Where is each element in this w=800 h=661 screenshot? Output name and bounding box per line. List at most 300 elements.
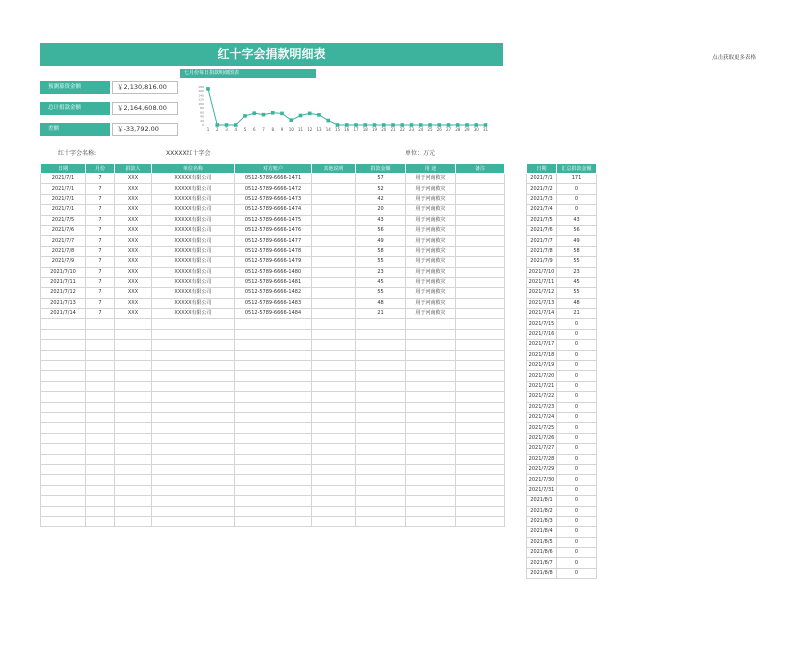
table-row[interactable]	[41, 246, 505, 256]
summary-cell[interactable]: 2021/7/15	[527, 319, 557, 329]
table-cell[interactable]	[115, 371, 152, 381]
table-cell[interactable]: XXXXX有限公司	[152, 225, 235, 235]
summary-cell[interactable]: 0	[557, 371, 597, 381]
summary-row[interactable]	[527, 527, 597, 537]
table-cell[interactable]	[356, 444, 406, 454]
summary-cell[interactable]: 2021/8/7	[527, 558, 557, 568]
summary-cell[interactable]: 2021/7/22	[527, 392, 557, 402]
table-cell[interactable]: 用于河南救灾	[406, 205, 456, 215]
kpi-forecast-value[interactable]: ￥2,130,816.00	[112, 81, 178, 94]
table-cell[interactable]	[41, 361, 86, 371]
summary-cell[interactable]: 2021/7/7	[527, 236, 557, 246]
table-cell[interactable]	[152, 506, 235, 516]
summary-row[interactable]	[527, 246, 597, 256]
table-cell[interactable]	[115, 392, 152, 402]
summary-cell[interactable]: 0	[557, 194, 597, 204]
summary-row[interactable]	[527, 225, 597, 235]
table-cell[interactable]	[312, 506, 356, 516]
table-cell[interactable]	[235, 319, 312, 329]
table-cell[interactable]	[312, 412, 356, 422]
table-cell[interactable]	[235, 402, 312, 412]
table-cell[interactable]: 2021/7/1	[41, 174, 86, 184]
table-cell[interactable]: XXXXX有限公司	[152, 215, 235, 225]
summary-row[interactable]	[527, 548, 597, 558]
summary-cell[interactable]: 0	[557, 475, 597, 485]
table-cell[interactable]	[406, 454, 456, 464]
chart-point[interactable]	[484, 123, 488, 127]
table-cell[interactable]	[456, 516, 505, 526]
summary-row[interactable]	[527, 444, 597, 454]
table-cell[interactable]	[356, 392, 406, 402]
table-cell[interactable]	[152, 485, 235, 495]
summary-cell[interactable]: 0	[557, 433, 597, 443]
table-cell[interactable]	[235, 361, 312, 371]
table-cell[interactable]	[41, 506, 86, 516]
table-cell[interactable]	[86, 329, 115, 339]
table-cell[interactable]	[41, 381, 86, 391]
table-cell[interactable]	[86, 454, 115, 464]
table-cell[interactable]	[456, 174, 505, 184]
table-cell[interactable]	[152, 516, 235, 526]
table-cell[interactable]	[115, 402, 152, 412]
table-cell[interactable]: 2021/7/9	[41, 257, 86, 267]
summary-row[interactable]	[527, 402, 597, 412]
table-row-empty[interactable]	[41, 506, 505, 516]
table-cell[interactable]: 2021/7/10	[41, 267, 86, 277]
table-cell[interactable]: 0512-5789-6666-1480	[235, 267, 312, 277]
table-cell[interactable]: XXXXX有限公司	[152, 298, 235, 308]
table-cell[interactable]	[115, 412, 152, 422]
table-cell[interactable]	[312, 257, 356, 267]
summary-cell[interactable]: 2021/8/5	[527, 537, 557, 547]
table-cell[interactable]	[356, 340, 406, 350]
table-cell[interactable]	[41, 516, 86, 526]
chart-point[interactable]	[400, 123, 404, 127]
table-cell[interactable]: 7	[86, 174, 115, 184]
table-cell[interactable]: XXXXX有限公司	[152, 205, 235, 215]
table-cell[interactable]	[312, 288, 356, 298]
table-cell[interactable]	[41, 412, 86, 422]
table-cell[interactable]	[356, 485, 406, 495]
table-cell[interactable]	[456, 246, 505, 256]
table-cell[interactable]: XXX	[115, 236, 152, 246]
table-cell[interactable]	[312, 464, 356, 474]
table-cell[interactable]: 7	[86, 267, 115, 277]
table-cell[interactable]	[356, 329, 406, 339]
table-cell[interactable]	[312, 516, 356, 526]
table-cell[interactable]	[456, 350, 505, 360]
summary-cell[interactable]: 0	[557, 340, 597, 350]
table-cell[interactable]: 用于河南救灾	[406, 236, 456, 246]
table-cell[interactable]	[115, 444, 152, 454]
summary-row[interactable]	[527, 454, 597, 464]
table-cell[interactable]: XXXXX有限公司	[152, 246, 235, 256]
table-cell[interactable]	[406, 485, 456, 495]
table-cell[interactable]: 48	[356, 298, 406, 308]
chart-point[interactable]	[456, 123, 460, 127]
table-cell[interactable]	[312, 194, 356, 204]
table-cell[interactable]: 0512-5789-6666-1476	[235, 225, 312, 235]
table-cell[interactable]: 0512-5789-6666-1481	[235, 277, 312, 287]
summary-cell[interactable]: 2021/7/12	[527, 288, 557, 298]
chart-point[interactable]	[243, 114, 247, 118]
kpi-difference-value[interactable]: ￥-33,792.00	[112, 123, 178, 136]
table-cell[interactable]	[456, 267, 505, 277]
table-cell[interactable]	[312, 246, 356, 256]
table-cell[interactable]	[41, 392, 86, 402]
summary-cell[interactable]: 23	[557, 267, 597, 277]
table-row-empty[interactable]	[41, 475, 505, 485]
summary-cell[interactable]: 0	[557, 496, 597, 506]
table-cell[interactable]	[312, 350, 356, 360]
table-cell[interactable]	[406, 371, 456, 381]
table-cell[interactable]	[115, 454, 152, 464]
summary-row[interactable]	[527, 537, 597, 547]
table-cell[interactable]	[41, 371, 86, 381]
table-row[interactable]	[41, 288, 505, 298]
table-cell[interactable]	[86, 371, 115, 381]
table-row[interactable]	[41, 184, 505, 194]
summary-cell[interactable]: 0	[557, 402, 597, 412]
table-cell[interactable]	[152, 454, 235, 464]
table-cell[interactable]	[115, 496, 152, 506]
table-row[interactable]	[41, 257, 505, 267]
table-cell[interactable]	[406, 319, 456, 329]
table-cell[interactable]	[41, 329, 86, 339]
table-cell[interactable]: 2021/7/1	[41, 194, 86, 204]
summary-cell[interactable]: 2021/7/9	[527, 257, 557, 267]
table-row-empty[interactable]	[41, 444, 505, 454]
table-cell[interactable]	[456, 329, 505, 339]
table-cell[interactable]	[456, 288, 505, 298]
summary-row[interactable]	[527, 558, 597, 568]
table-cell[interactable]	[152, 464, 235, 474]
table-cell[interactable]: 0512-5789-6666-1484	[235, 309, 312, 319]
table-cell[interactable]: 用于河南救灾	[406, 225, 456, 235]
summary-cell[interactable]: 2021/8/8	[527, 568, 557, 578]
table-cell[interactable]	[152, 371, 235, 381]
table-row-empty[interactable]	[41, 464, 505, 474]
table-cell[interactable]: XXXXX有限公司	[152, 309, 235, 319]
table-cell[interactable]	[41, 319, 86, 329]
summary-cell[interactable]: 2021/7/16	[527, 329, 557, 339]
table-cell[interactable]	[152, 381, 235, 391]
table-cell[interactable]: XXXXX有限公司	[152, 288, 235, 298]
table-cell[interactable]	[356, 454, 406, 464]
kpi-total-value[interactable]: ￥2,164,608.00	[112, 102, 178, 115]
summary-cell[interactable]: 2021/7/13	[527, 298, 557, 308]
table-row-empty[interactable]	[41, 371, 505, 381]
table-cell[interactable]	[406, 475, 456, 485]
table-cell[interactable]: XXX	[115, 246, 152, 256]
table-cell[interactable]	[406, 444, 456, 454]
table-cell[interactable]	[356, 361, 406, 371]
table-cell[interactable]	[406, 464, 456, 474]
table-cell[interactable]	[312, 205, 356, 215]
table-cell[interactable]	[312, 319, 356, 329]
table-row[interactable]	[41, 298, 505, 308]
summary-cell[interactable]: 48	[557, 298, 597, 308]
table-cell[interactable]	[115, 433, 152, 443]
summary-cell[interactable]: 0	[557, 361, 597, 371]
summary-cell[interactable]: 0	[557, 319, 597, 329]
table-cell[interactable]	[86, 412, 115, 422]
summary-cell[interactable]: 2021/8/6	[527, 548, 557, 558]
table-cell[interactable]	[86, 496, 115, 506]
summary-cell[interactable]: 0	[557, 205, 597, 215]
table-cell[interactable]	[356, 350, 406, 360]
table-cell[interactable]: 49	[356, 236, 406, 246]
table-cell[interactable]: 57	[356, 174, 406, 184]
table-cell[interactable]	[456, 340, 505, 350]
summary-cell[interactable]: 45	[557, 277, 597, 287]
summary-cell[interactable]: 2021/7/17	[527, 340, 557, 350]
table-cell[interactable]	[115, 361, 152, 371]
chart-point[interactable]	[280, 112, 284, 116]
table-cell[interactable]	[41, 485, 86, 495]
summary-cell[interactable]: 0	[557, 558, 597, 568]
summary-cell[interactable]: 2021/7/27	[527, 444, 557, 454]
table-cell[interactable]	[312, 454, 356, 464]
table-cell[interactable]	[312, 184, 356, 194]
table-row-empty[interactable]	[41, 319, 505, 329]
chart-point[interactable]	[225, 123, 229, 127]
summary-cell[interactable]: 0	[557, 329, 597, 339]
table-cell[interactable]	[456, 464, 505, 474]
table-row-empty[interactable]	[41, 381, 505, 391]
summary-row[interactable]	[527, 496, 597, 506]
summary-cell[interactable]: 0	[557, 350, 597, 360]
table-cell[interactable]	[235, 340, 312, 350]
table-cell[interactable]: 2021/7/8	[41, 246, 86, 256]
table-cell[interactable]	[406, 340, 456, 350]
table-cell[interactable]	[312, 267, 356, 277]
table-row[interactable]	[41, 205, 505, 215]
table-cell[interactable]: 用于河南救灾	[406, 267, 456, 277]
table-cell[interactable]	[235, 506, 312, 516]
chart-point[interactable]	[465, 123, 469, 127]
table-cell[interactable]	[456, 444, 505, 454]
table-cell[interactable]	[86, 402, 115, 412]
table-cell[interactable]	[312, 225, 356, 235]
table-cell[interactable]	[41, 402, 86, 412]
summary-cell[interactable]: 2021/7/3	[527, 194, 557, 204]
summary-cell[interactable]: 0	[557, 537, 597, 547]
table-cell[interactable]: XXX	[115, 215, 152, 225]
table-cell[interactable]	[235, 350, 312, 360]
chart-point[interactable]	[410, 123, 414, 127]
summary-cell[interactable]: 2021/7/21	[527, 381, 557, 391]
table-cell[interactable]	[456, 257, 505, 267]
table-cell[interactable]	[312, 423, 356, 433]
summary-cell[interactable]: 56	[557, 225, 597, 235]
table-cell[interactable]: 21	[356, 309, 406, 319]
table-cell[interactable]: 7	[86, 205, 115, 215]
table-cell[interactable]	[406, 496, 456, 506]
summary-row[interactable]	[527, 257, 597, 267]
table-cell[interactable]	[41, 423, 86, 433]
summary-cell[interactable]: 0	[557, 516, 597, 526]
chart-point[interactable]	[317, 113, 321, 117]
table-cell[interactable]	[356, 381, 406, 391]
table-cell[interactable]	[356, 319, 406, 329]
summary-cell[interactable]: 2021/7/25	[527, 423, 557, 433]
summary-cell[interactable]: 2021/7/11	[527, 277, 557, 287]
summary-row[interactable]	[527, 361, 597, 371]
chart-point[interactable]	[215, 123, 219, 127]
table-cell[interactable]	[152, 433, 235, 443]
summary-cell[interactable]: 2021/7/10	[527, 267, 557, 277]
table-cell[interactable]	[115, 475, 152, 485]
table-cell[interactable]	[235, 496, 312, 506]
table-cell[interactable]	[235, 371, 312, 381]
table-cell[interactable]	[312, 402, 356, 412]
table-cell[interactable]	[41, 444, 86, 454]
chart-point[interactable]	[262, 113, 266, 117]
summary-cell[interactable]: 21	[557, 309, 597, 319]
table-cell[interactable]: 43	[356, 215, 406, 225]
table-cell[interactable]: 2021/7/13	[41, 298, 86, 308]
table-cell[interactable]: 7	[86, 194, 115, 204]
summary-cell[interactable]: 2021/7/6	[527, 225, 557, 235]
table-cell[interactable]	[456, 225, 505, 235]
table-cell[interactable]	[41, 350, 86, 360]
table-cell[interactable]: 用于河南救灾	[406, 277, 456, 287]
table-row-empty[interactable]	[41, 516, 505, 526]
table-row-empty[interactable]	[41, 496, 505, 506]
table-cell[interactable]: XXX	[115, 225, 152, 235]
table-cell[interactable]	[406, 381, 456, 391]
table-cell[interactable]: 0512-5789-6666-1479	[235, 257, 312, 267]
summary-cell[interactable]: 2021/8/3	[527, 516, 557, 526]
table-cell[interactable]: 用于河南救灾	[406, 288, 456, 298]
table-cell[interactable]	[456, 205, 505, 215]
summary-cell[interactable]: 2021/7/2	[527, 184, 557, 194]
table-cell[interactable]	[356, 475, 406, 485]
table-row[interactable]	[41, 194, 505, 204]
table-cell[interactable]	[115, 506, 152, 516]
chart-point[interactable]	[437, 123, 441, 127]
summary-cell[interactable]: 2021/7/19	[527, 361, 557, 371]
summary-cell[interactable]: 0	[557, 412, 597, 422]
table-cell[interactable]: 7	[86, 184, 115, 194]
table-cell[interactable]	[235, 454, 312, 464]
table-cell[interactable]	[41, 464, 86, 474]
table-cell[interactable]	[406, 402, 456, 412]
table-cell[interactable]: XXX	[115, 257, 152, 267]
table-cell[interactable]: 0512-5789-6666-1482	[235, 288, 312, 298]
summary-cell[interactable]: 0	[557, 464, 597, 474]
table-cell[interactable]	[152, 340, 235, 350]
summary-cell[interactable]: 2021/7/31	[527, 485, 557, 495]
table-cell[interactable]	[312, 444, 356, 454]
table-cell[interactable]	[235, 433, 312, 443]
table-cell[interactable]	[115, 423, 152, 433]
table-cell[interactable]: 7	[86, 288, 115, 298]
table-row-empty[interactable]	[41, 433, 505, 443]
table-cell[interactable]	[235, 423, 312, 433]
table-cell[interactable]: 7	[86, 246, 115, 256]
table-cell[interactable]: 20	[356, 205, 406, 215]
table-cell[interactable]	[152, 496, 235, 506]
table-cell[interactable]	[312, 277, 356, 287]
summary-row[interactable]	[527, 423, 597, 433]
summary-row[interactable]	[527, 485, 597, 495]
table-cell[interactable]: 7	[86, 215, 115, 225]
table-cell[interactable]	[86, 433, 115, 443]
table-cell[interactable]: 55	[356, 257, 406, 267]
table-cell[interactable]	[235, 329, 312, 339]
table-cell[interactable]	[86, 506, 115, 516]
table-cell[interactable]	[312, 392, 356, 402]
table-row[interactable]	[41, 215, 505, 225]
table-cell[interactable]	[406, 506, 456, 516]
table-cell[interactable]	[456, 184, 505, 194]
table-cell[interactable]: 用于河南救灾	[406, 246, 456, 256]
chart-point[interactable]	[252, 111, 256, 115]
summary-cell[interactable]: 2021/7/20	[527, 371, 557, 381]
chart-point[interactable]	[391, 123, 395, 127]
table-cell[interactable]	[356, 412, 406, 422]
chart-point[interactable]	[336, 123, 340, 127]
table-cell[interactable]	[406, 412, 456, 422]
table-cell[interactable]	[152, 444, 235, 454]
table-cell[interactable]	[456, 433, 505, 443]
table-cell[interactable]	[456, 485, 505, 495]
table-cell[interactable]	[86, 340, 115, 350]
table-cell[interactable]	[456, 381, 505, 391]
summary-cell[interactable]: 2021/8/4	[527, 527, 557, 537]
summary-row[interactable]	[527, 340, 597, 350]
summary-cell[interactable]: 0	[557, 444, 597, 454]
chart-point[interactable]	[428, 123, 432, 127]
chart-point[interactable]	[382, 123, 386, 127]
table-cell[interactable]	[115, 350, 152, 360]
table-cell[interactable]	[312, 340, 356, 350]
table-cell[interactable]	[312, 309, 356, 319]
table-cell[interactable]: XXX	[115, 184, 152, 194]
table-cell[interactable]: XXXXX有限公司	[152, 257, 235, 267]
summary-cell[interactable]: 2021/7/18	[527, 350, 557, 360]
table-cell[interactable]	[86, 485, 115, 495]
table-row-empty[interactable]	[41, 392, 505, 402]
chart-point[interactable]	[354, 123, 358, 127]
chart-point[interactable]	[234, 123, 238, 127]
summary-cell[interactable]: 171	[557, 174, 597, 184]
summary-row[interactable]	[527, 475, 597, 485]
table-cell[interactable]	[86, 475, 115, 485]
table-cell[interactable]	[456, 298, 505, 308]
summary-row[interactable]	[527, 288, 597, 298]
table-cell[interactable]	[456, 236, 505, 246]
summary-cell[interactable]: 2021/7/4	[527, 205, 557, 215]
table-cell[interactable]	[235, 412, 312, 422]
table-cell[interactable]	[86, 464, 115, 474]
summary-cell[interactable]: 2021/7/30	[527, 475, 557, 485]
table-cell[interactable]: 7	[86, 225, 115, 235]
table-cell[interactable]	[235, 392, 312, 402]
table-cell[interactable]: 0512-5789-6666-1472	[235, 184, 312, 194]
table-cell[interactable]	[41, 433, 86, 443]
table-cell[interactable]	[406, 423, 456, 433]
table-cell[interactable]	[115, 516, 152, 526]
summary-cell[interactable]: 2021/7/14	[527, 309, 557, 319]
table-cell[interactable]: 55	[356, 288, 406, 298]
table-cell[interactable]: 0512-5789-6666-1474	[235, 205, 312, 215]
table-cell[interactable]	[235, 464, 312, 474]
table-cell[interactable]	[456, 194, 505, 204]
table-cell[interactable]	[312, 329, 356, 339]
